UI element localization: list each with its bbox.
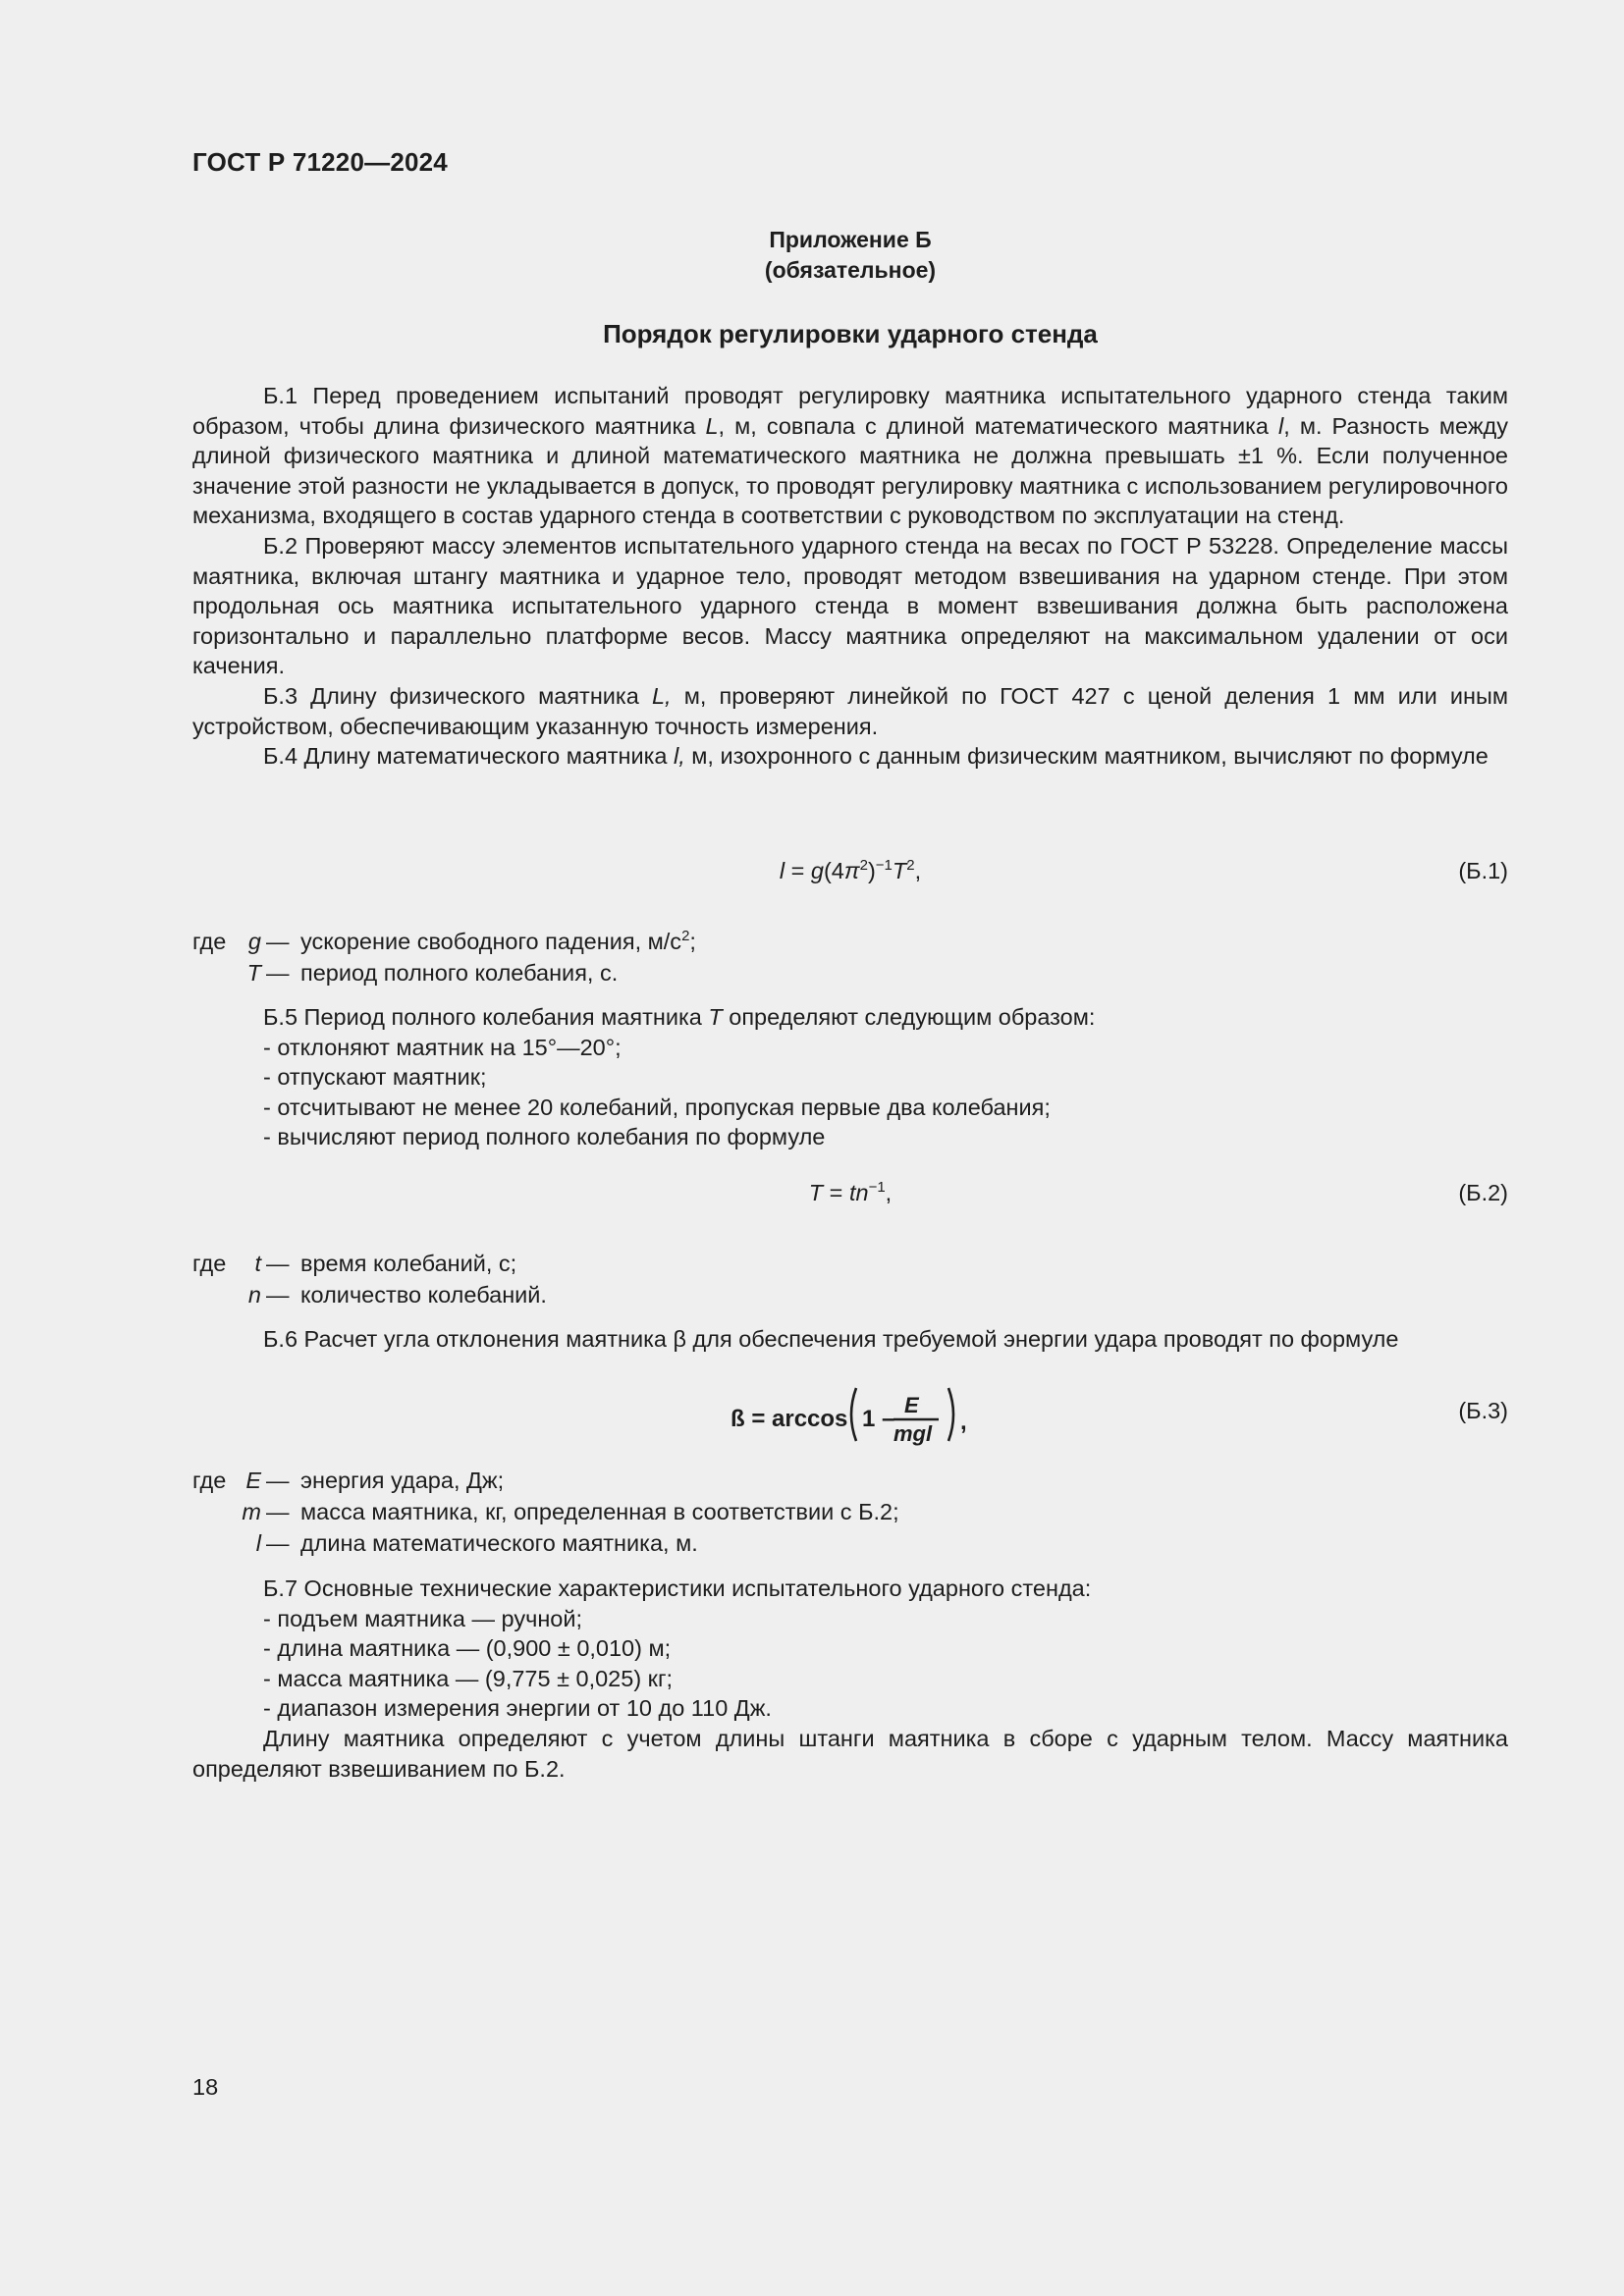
legend-desc-text: ускорение свободного падения, м/с [300,929,682,954]
paragraph-b7: Б.7 Основные технические характеристики испытательного ударного стенда: [263,1575,1092,1601]
formula-b3-lhs: ß = arccos [731,1406,848,1432]
formula-b3-one: 1 – [862,1406,895,1432]
b1-var-L: L [705,412,719,439]
formula-b3-expression [731,1380,986,1449]
b1-text-1: Б.1 Перед проведением испытаний проводят регулировку маятника испытательного ударного стенда таким образом, чтобы длина физического маятника [192,383,1508,439]
legend-row [192,957,1508,988]
legend-symbol: g [247,929,261,954]
formula-b1-sq2: 2 [906,857,915,874]
formula-b2-number: (Б.2) [1458,1180,1508,1205]
list-item: - масса маятника — (9,775 ± 0,025) кг; [263,1665,674,1691]
legend-dash: — [266,1530,290,1556]
paragraph-b4 [192,741,1508,772]
right-paren [948,1388,953,1441]
formula-b3-denominator: mgl [893,1421,933,1446]
b3-text-2: м, проверяют линейкой по ГОСТ 427 с ценой деления 1 мм или иным устройством, обеспечивающим указанную точность измерения. [192,682,1508,739]
paragraph-b3 [192,681,1508,741]
formula-b2-expression [192,1180,1508,1206]
body-text-block-4 [192,1574,1508,1784]
legend-description [300,926,696,957]
legend-desc-sup: 2 [681,928,690,944]
list-item: - вычисляют период полного колебания по формуле [263,1124,826,1150]
b4-var-l: l, [674,743,685,770]
formula-b2-tn: tn [848,1180,869,1205]
formula-b1-sq: 2 [859,857,868,874]
formula-b1-pi: π [843,858,860,883]
formula-b3 [192,1374,1508,1453]
formula-b3-comma: , [960,1409,967,1435]
legend-row [192,1496,1508,1527]
legend-symbol: t [254,1251,261,1276]
page-number: 18 [192,2074,219,2100]
body-text-block-2 [192,1002,1508,1152]
paragraph-b2: Б.2 Проверяют массу элементов испытательного ударного стенда на весах по ГОСТ Р 53228. Определение массы маятника, включая штангу маятника и ударное тело, проводят методом взвешивания на ударном стенде. При этом продольная ось маятника испытательного ударного стенда в момент взвешивания должна быть расположена горизонтально и параллельно платформе весов. Массу маятника определяют на максимальном удалении от оси качения. [192,532,1508,679]
b5-var-T: T [708,1004,723,1030]
legend-dash: — [266,1251,290,1276]
legend-description: количество колебаний. [300,1282,547,1308]
legend-row [192,1527,1508,1559]
legend-symbol: l [255,1530,261,1556]
legend-symbol: n [247,1282,261,1308]
legend-dash: — [266,960,290,986]
paragraph-b6: Б.6 Расчет угла отклонения маятника β для обеспечения требуемой энергии удара проводят по формуле [263,1326,1399,1352]
annex-heading: Приложение Б [769,227,932,252]
b3-text-1: Б.3 Длину физического маятника [263,682,652,709]
formula-b1-number: (Б.1) [1458,858,1508,883]
legend-dash: — [266,1282,290,1308]
legend-row [192,1279,1508,1310]
body-text-block-1 [192,381,1508,772]
legend-desc-tail: ; [689,929,696,954]
formula-b1-close: ) [867,858,876,883]
body-text-block-3 [192,1324,1508,1355]
b5-text-2: определяют следующим образом: [722,1004,1096,1030]
b4-text-1: Б.4 Длину математического маятника [263,743,674,770]
legend-row [192,1465,1508,1496]
formula-b1-open: (4 [823,858,844,883]
list-item: - подъем маятника — ручной; [263,1605,583,1631]
legend-description: длина математического маятника, м. [300,1530,698,1556]
formula-b2-neg1: −1 [868,1179,886,1196]
paragraph-b7-closing: Длину маятника определяют с учетом длины штанги маятника в сборе с ударным телом. Массу маятника определяют взвешиванием по Б.2. [192,1725,1508,1782]
legend-symbol: m [242,1499,261,1524]
annex-title: Порядок регулировки ударного стенда [603,319,1098,348]
formula-b1-neg1: −1 [875,857,893,874]
legend-row [192,1248,1508,1279]
formula-b1 [192,858,1508,891]
formula-b1-l: l [779,858,785,883]
formula-b1-g: g [810,858,824,883]
legend-symbol: E [245,1468,261,1493]
formula-b1-expression [192,858,1508,884]
legend-b3 [192,1465,1508,1559]
paragraph-b5 [192,1002,1508,1033]
legend-where-label: где [192,929,227,954]
formula-b2 [192,1180,1508,1213]
document-code: ГОСТ Р 71220—2024 [192,147,448,177]
annex-kind: (обязательное) [764,257,937,283]
legend-description: масса маятника, кг, определенная в соответствии с Б.2; [300,1499,899,1524]
b1-var-l: l [1278,412,1284,439]
legend-symbol: T [246,960,261,986]
legend-b1 [192,926,1508,988]
legend-dash: — [266,929,290,954]
formula-b2-T: T [808,1180,824,1205]
legend-dash: — [266,1468,290,1493]
b1-text-2: , м, совпала с длиной математического маятника [718,412,1279,439]
legend-where-label: где [192,1251,227,1276]
legend-b2 [192,1248,1508,1310]
legend-dash: — [266,1499,290,1524]
formula-b3-numerator: E [904,1393,919,1417]
b5-text-1: Б.5 Период полного колебания маятника [263,1004,709,1030]
formula-b2-comma: , [885,1180,893,1205]
formula-b1-eq: = [785,858,811,883]
list-item: - длина маятника — (0,900 ± 0,010) м; [263,1635,672,1662]
list-item: - отсчитывают не менее 20 колебаний, пропуская первые два колебания; [263,1094,1051,1120]
legend-description: энергия удара, Дж; [300,1468,505,1493]
legend-where-label: где [192,1468,227,1493]
list-item: - диапазон измерения энергии от 10 до 110 Дж. [263,1695,772,1722]
list-item: - отклоняют маятник на 15°—20°; [263,1034,622,1060]
formula-b1-comma: , [914,858,922,883]
b4-text-2: м, изохронного с данным физическим маятником, вычисляют по формуле [684,743,1489,770]
list-item: - отпускают маятник; [263,1064,487,1091]
left-paren [851,1388,856,1441]
formula-b2-eq: = [823,1180,849,1205]
legend-description: период полного колебания, с. [300,960,619,986]
b3-var-L: L, [651,682,672,709]
paragraph-b1 [192,381,1508,531]
b1-text-3: , м. Разность между длиной физического маятника и длиной математического маятника не должна превышать ±1 %. Если полученное значение этой разности не укладывается в допуск, то проводят регулировку маятника с использованием регулировочного механизма, входящего в состав ударного стенда в соответствии с руководством по эксплуатации на стенд. [192,412,1508,529]
legend-row [192,926,1508,957]
formula-b1-T: T [892,858,907,883]
formula-b3-number: (Б.3) [1458,1398,1508,1423]
legend-description: время колебаний, с; [300,1251,517,1276]
